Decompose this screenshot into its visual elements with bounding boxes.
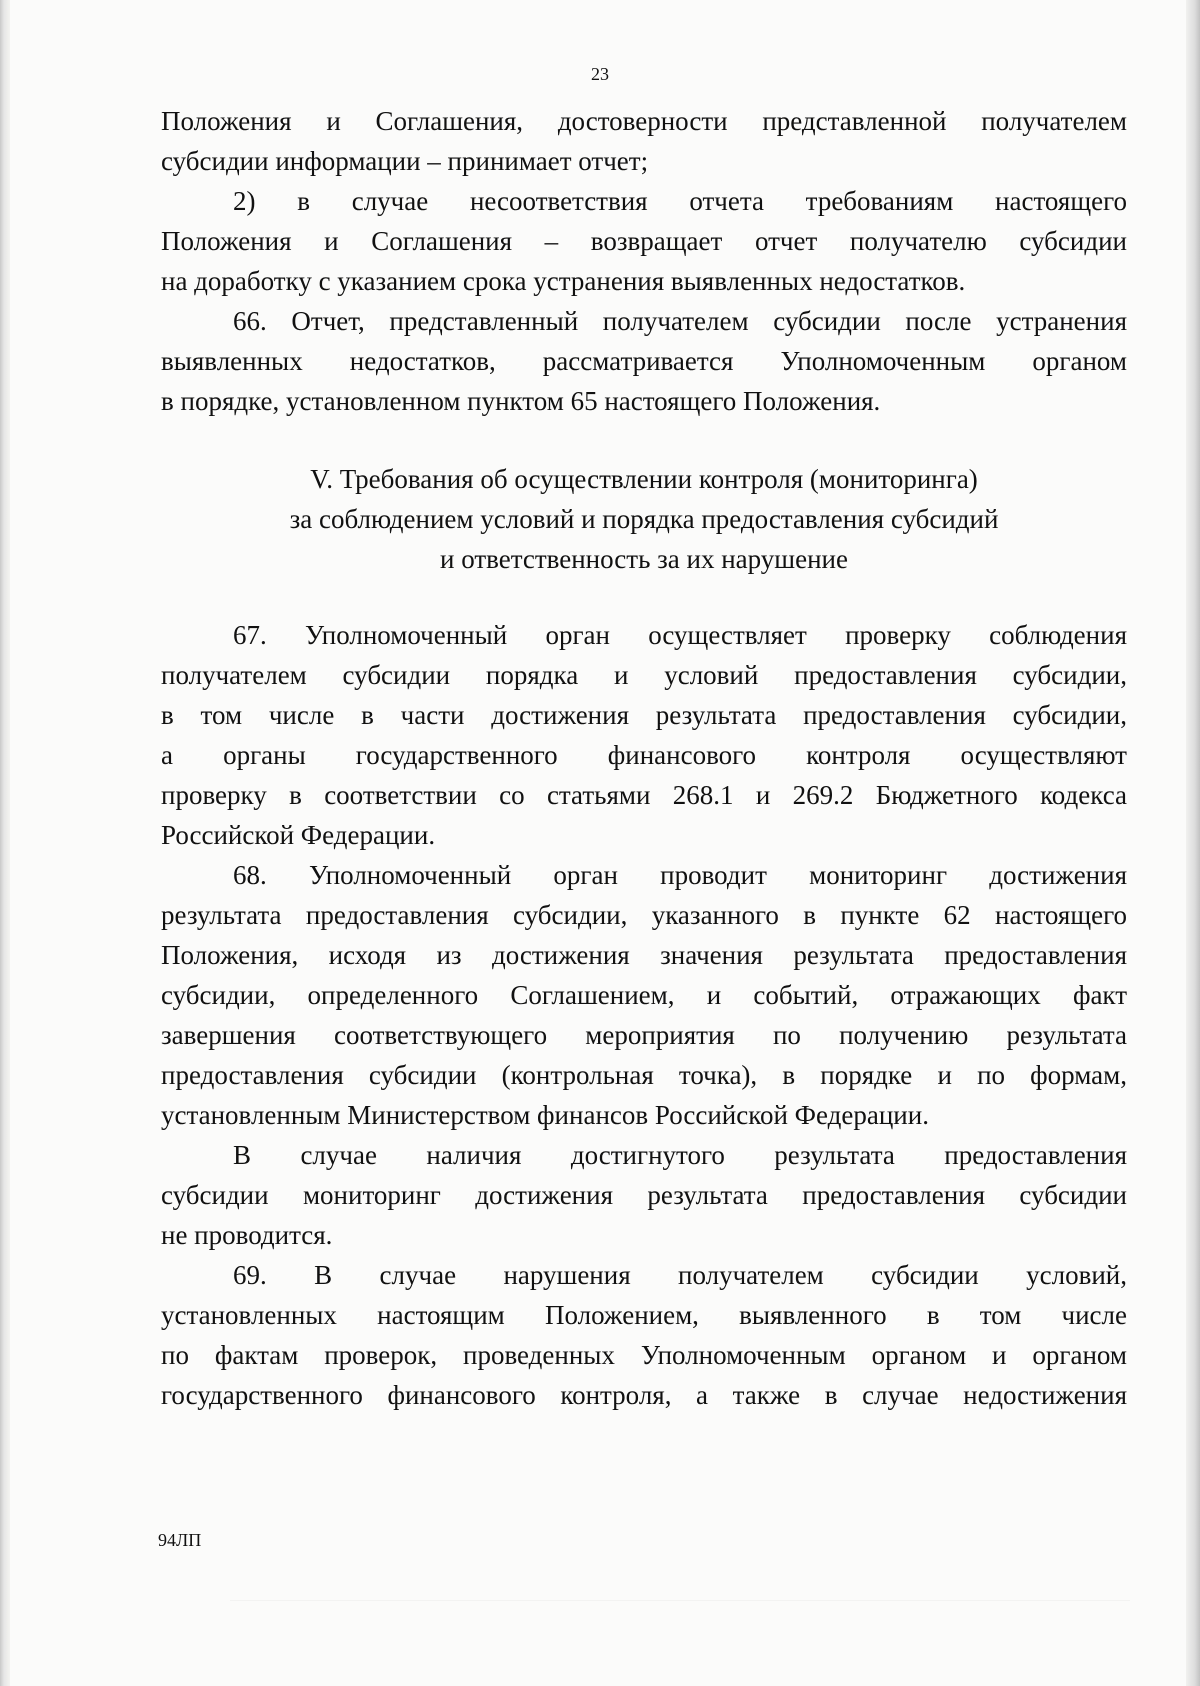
text-line: Российской Федерации. [161,820,436,850]
text-line: установленным Министерством финансов Российской Федерации. [161,1100,929,1130]
text-line: субсидии мониторинг достижения результата предоставления субсидии [161,1180,1127,1210]
footer-code: 94ЛП [158,1530,202,1550]
item-68 [161,855,1127,1135]
text-line: Положения и Соглашения – возвращает отчет получателю субсидии [161,226,1127,256]
text-line: получателем субсидии порядка и условий предоставления субсидии, [161,660,1127,690]
text-line: субсидии информации – принимает отчет; [161,146,649,176]
scan-right-edge [1186,0,1200,1686]
item-66 [161,301,1127,421]
text-line: выявленных недостатков, рассматривается Уполномоченным органом [161,346,1127,376]
text-line: государственного финансового контроля, а также в случае недостижения [161,1380,1127,1410]
text-line: 2) в случае несоответствия отчета требованиям настоящего [233,186,1127,216]
text-line: Положения, исходя из достижения значения результата предоставления [161,940,1127,970]
top-paragraph [161,101,1127,181]
heading-line: V. Требования об осуществлении контроля (мониторинга) [310,464,978,494]
text-line: 68. Уполномоченный орган проводит мониторинг достижения [233,860,1127,890]
text-line: в том числе в части достижения результата предоставления субсидии, [161,700,1127,730]
text-line: результата предоставления субсидии, указанного в пункте 62 настоящего [161,900,1127,930]
heading-line: и ответственность за их нарушение [440,544,848,574]
text-line: предоставления субсидии (контрольная точка), в порядке и по формам, [161,1060,1127,1090]
text-line: проверку в соответствии со статьями 268.1 и 269.2 Бюджетного кодекса [161,780,1127,810]
heading-line: за соблюдением условий и порядка предоставления субсидий [289,504,999,534]
item-67 [161,615,1127,855]
text-line: не проводится. [161,1220,333,1250]
item-69 [161,1255,1127,1415]
text-line: завершения соответствующего мероприятия по получению результата [161,1020,1127,1050]
text-line: по фактам проверок, проведенных Уполномоченным органом и органом [161,1340,1127,1370]
text-line: установленных настоящим Положением, выявленного в том числе [161,1300,1127,1330]
text-line: а органы государственного финансового контроля осуществляют [161,740,1127,770]
text-line: 67. Уполномоченный орган осуществляет проверку соблюдения [233,620,1127,650]
item-68-continued [161,1135,1127,1255]
scan-left-edge [0,0,10,1686]
text-line: субсидии, определенного Соглашением, и событий, отражающих факт [161,980,1127,1010]
text-line: 69. В случае нарушения получателем субсидии условий, [233,1260,1127,1290]
text-line: 66. Отчет, представленный получателем субсидии после устранения [233,306,1127,336]
text-line: на доработку с указанием срока устранения выявленных недостатков. [161,266,966,296]
scan-artifact-line [230,1600,1130,1601]
section-heading [161,459,1127,579]
text-line: в порядке, установленном пунктом 65 настоящего Положения. [161,386,881,416]
text-line: Положения и Соглашения, достоверности представленной получателем [161,106,1127,136]
item-2 [161,181,1127,301]
page-number: 23 [591,64,609,84]
text-line: В случае наличия достигнутого результата предоставления [233,1140,1127,1170]
